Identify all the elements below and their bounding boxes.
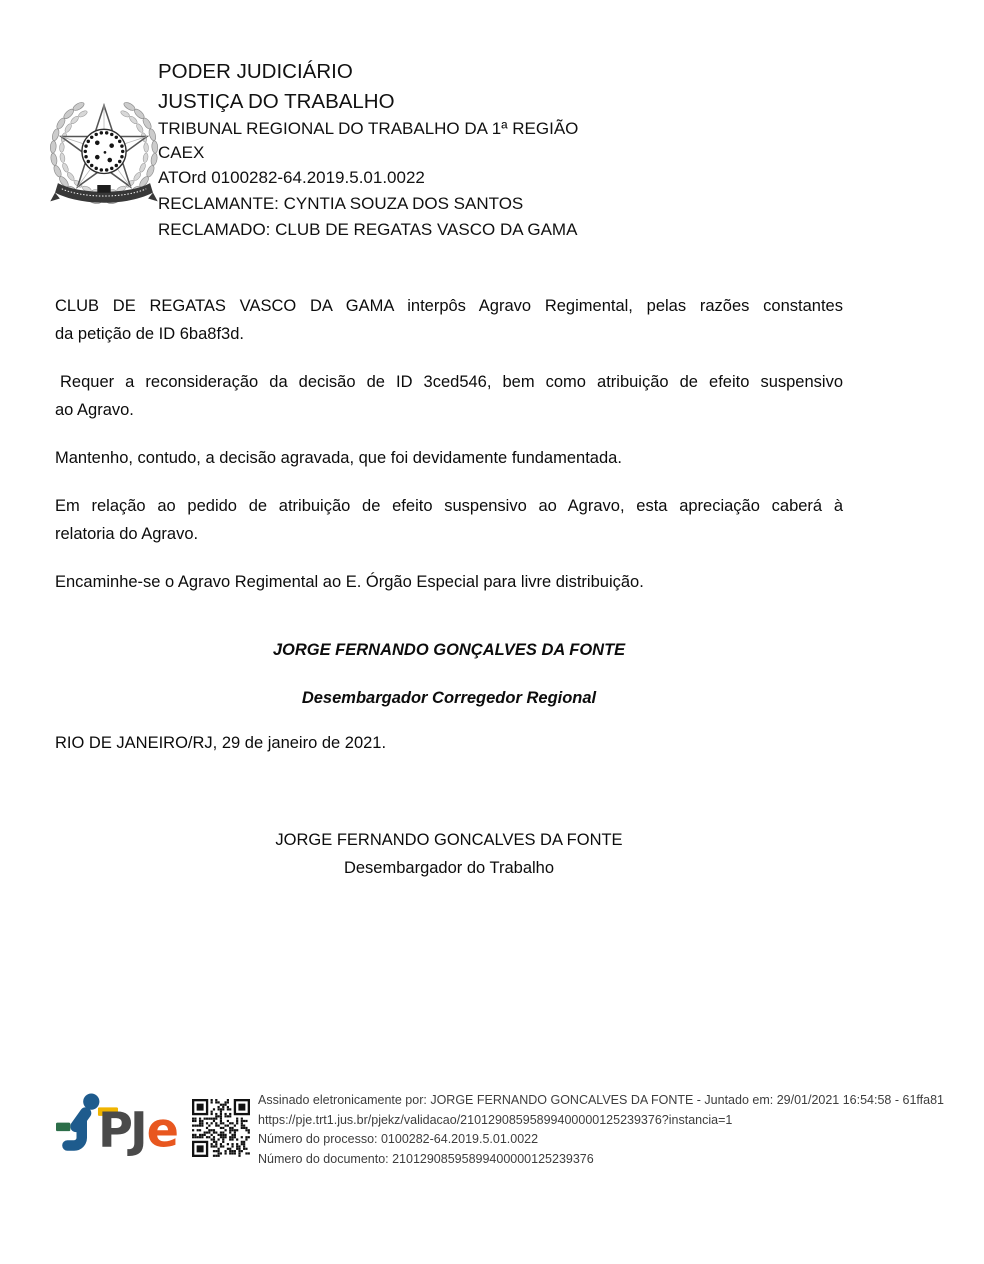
header-case-number: ATOrd 0100282-64.2019.5.01.0022 bbox=[158, 168, 425, 187]
validation-url: https://pje.trt1.jus.br/pjekz/validacao/21012908595899400000125239376?instancia=1 bbox=[258, 1112, 733, 1127]
signer-name: JORGE FERNANDO GONCALVES DA FONTE bbox=[275, 831, 623, 849]
document-number-line: Número do documento: 21012908595899400000125239376 bbox=[258, 1151, 594, 1166]
process-number-line: Número do processo: 0100282-64.2019.5.01.0022 bbox=[258, 1132, 539, 1146]
signature-metadata bbox=[258, 1091, 944, 1169]
pje-logo-pj-letters: PJ bbox=[97, 1103, 145, 1157]
decision-body: CLUB DE REGATAS VASCO DA GAMA interpôs Agravo Regimental, pelas razões constantes da petição de ID 6ba8f3d. Requer a reconsideração da decisão de ID 3ced546, bem como atribuição de efeito suspensivo ao Agravo. Mantenho, contudo, a decisão agravada, que foi devidamente fundamentada. Em relação ao pedido de atribuição de efeito suspensivo ao Agravo, esta apreciação caberá à relatoria do Agravo. Encaminhe-se o Agravo Regimental ao E. Órgão Especial para livre distribuição. bbox=[55, 297, 843, 591]
header-claimant: RECLAMANTE: CYNTIA SOUZA DOS SANTOS bbox=[158, 194, 524, 213]
signer-title-emphasis: Desembargador Corregedor Regional bbox=[301, 689, 597, 707]
header-justice-line: JUSTIÇA DO TRABALHO bbox=[158, 90, 395, 113]
document-header bbox=[158, 57, 578, 243]
signature-block bbox=[55, 826, 843, 882]
header-court-line: TRIBUNAL REGIONAL DO TRABALHO DA 1ª REGIÃO bbox=[158, 119, 579, 138]
pje-logo-e-letter: e bbox=[146, 1103, 179, 1157]
signer-title: Desembargador do Trabalho bbox=[343, 859, 555, 877]
pje-logo-icon bbox=[56, 1092, 180, 1157]
brazil-coat-of-arms-icon bbox=[50, 90, 158, 209]
place-date-line: RIO DE JANEIRO/RJ, 29 de janeiro de 2021. bbox=[55, 734, 387, 752]
signed-by-line: Assinado eletronicamente por: JORGE FERNANDO GONCALVES DA FONTE - Juntado em: 29/01/2021 16:54:58 - 61ffa81 bbox=[258, 1093, 944, 1107]
header-branch-line: PODER JUDICIÁRIO bbox=[158, 60, 353, 83]
qr-code-icon bbox=[192, 1099, 250, 1157]
header-respondent: RECLAMADO: CLUB DE REGATAS VASCO DA GAMA bbox=[158, 220, 578, 239]
header-unit-line: CAEX bbox=[158, 143, 205, 162]
signer-name-emphasis: JORGE FERNANDO GONÇALVES DA FONTE bbox=[272, 641, 626, 659]
seal-center-circle bbox=[82, 129, 126, 173]
